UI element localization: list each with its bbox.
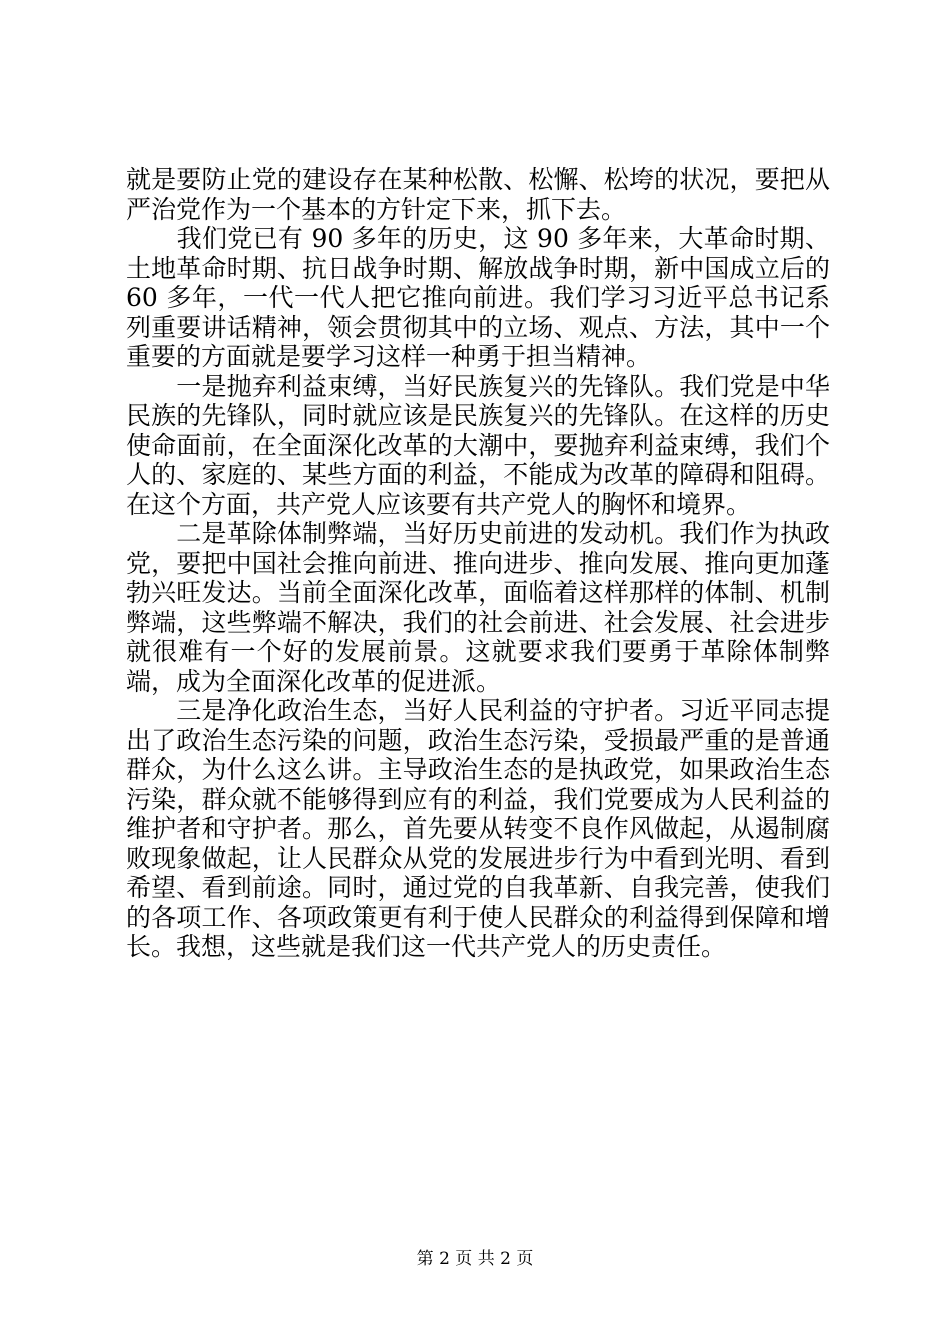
paragraph-2: 我们党已有 90 多年的历史，这 90 多年来，大革命时期、土地革命时期、抗日战争时期、解放战争时期，新中国成立后的60 多年，一代一代人把它推向前进。我们学习习近平总书记系列重要讲话精神，领会贯彻其中的立场、观点、方法，其中一个重要的方面就是要学习这样一种勇于担当精神。 bbox=[126, 224, 830, 371]
paragraph-4: 二是革除体制弊端，当好历史前进的发动机。我们作为执政党，要把中国社会推向前进、推向进步、推向发展、推向更加蓬勃兴旺发达。当前全面深化改革，面临着这样那样的体制、机制弊端，这些弊端不解决，我们的社会前进、社会发展、社会进步就很难有一个好的发展前景。这就要求我们要勇于革除体制弊端，成为全面深化改革的促进派。 bbox=[126, 519, 830, 696]
paragraph-5: 三是净化政治生态，当好人民利益的守护者。习近平同志提出了政治生态污染的问题，政治生态污染，受损最严重的是普通群众，为什么这么讲。主导政治生态的是执政党，如果政治生态污染，群众就不能够得到应有的利益，我们党要成为人民利益的维护者和守护者。那么，首先要从转变不良作风做起，从遏制腐败现象做起，让人民群众从党的发展进步行为中看到光明、看到希望、看到前途。同时，通过党的自我革新、自我完善，使我们的各项工作、各项政策更有利于使人民群众的利益得到保障和增长。我想，这些就是我们这一代共产党人的历史责任。 bbox=[126, 696, 830, 961]
document-body bbox=[126, 165, 830, 962]
paragraph-3: 一是抛弃利益束缚，当好民族复兴的先锋队。我们党是中华民族的先锋队，同时就应该是民族复兴的先锋队。在这样的历史使命面前，在全面深化改革的大潮中，要抛弃利益束缚，我们个人的、家庭的、某些方面的利益，不能成为改革的障碍和阻碍。在这个方面，共产党人应该要有共产党人的胸怀和境界。 bbox=[126, 371, 830, 519]
paragraph-1: 就是要防止党的建设存在某种松散、松懈、松垮的状况，要把从严治党作为一个基本的方针定下来，抓下去。 bbox=[126, 165, 830, 224]
page-footer: 第 2 页 共 2 页 bbox=[416, 1249, 534, 1269]
